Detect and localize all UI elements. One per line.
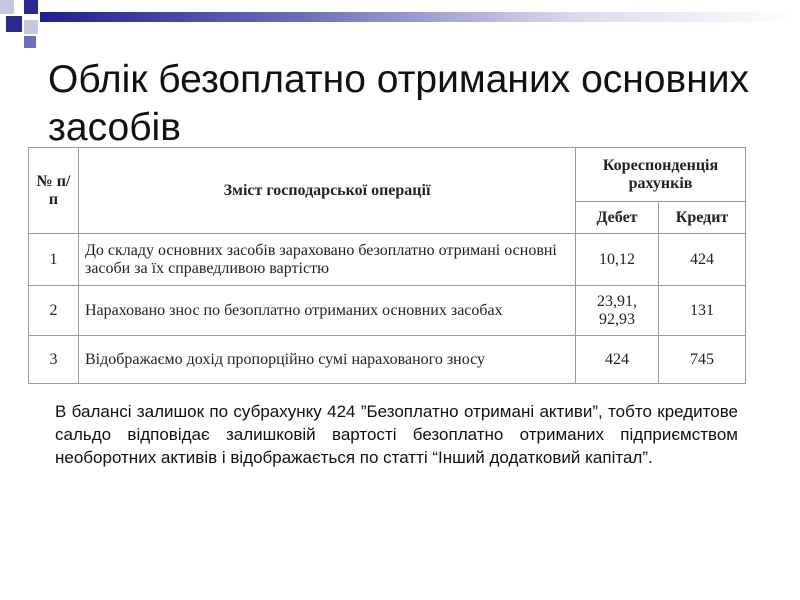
decor-square: [6, 16, 22, 32]
row-number: 1: [29, 234, 79, 286]
row-description: До складу основних засобів зараховано безоплатно отримані основні засоби за їх справедливою вартістю: [79, 234, 576, 286]
table-row: [29, 286, 746, 336]
header-correspondence: Кореспонденція рахунків: [576, 148, 746, 202]
row-debit: 424: [576, 336, 659, 384]
decor-square: [0, 0, 14, 14]
decor-square: [24, 20, 38, 34]
decor-square: [24, 36, 36, 48]
slide-title: Облік безоплатно отриманих основних засобів: [48, 58, 750, 149]
table-row: [29, 234, 746, 286]
header-decoration: [0, 0, 800, 60]
row-debit: 10,12: [576, 234, 659, 286]
header-gradient-bar: [40, 12, 800, 22]
header-debit: Дебет: [576, 202, 659, 234]
header-credit: Кредит: [659, 202, 746, 234]
row-credit: 131: [659, 286, 746, 336]
row-number: 2: [29, 286, 79, 336]
decor-square: [24, 0, 38, 14]
row-description: Нараховано знос по безоплатно отриманих основних засобах: [79, 286, 576, 336]
body-paragraph: В балансі залишок по субрахунку 424 ”Безоплатно отримані активи”, тобто кредитове сальдо відповідає залишковій вартості безоплатно отриманих підприємством необоротних активів і відображається по статті “Інший додатковий капітал”.: [55, 402, 738, 467]
row-description: Відображаємо дохід пропорційно сумі нарахованого зносу: [79, 336, 576, 384]
table-header-row: [29, 148, 746, 202]
row-number: 3: [29, 336, 79, 384]
operations-table: [28, 147, 746, 384]
header-number: № п/п: [29, 148, 79, 234]
row-credit: 745: [659, 336, 746, 384]
row-credit: 424: [659, 234, 746, 286]
table-row: [29, 336, 746, 384]
row-debit: 23,91, 92,93: [576, 286, 659, 336]
header-content: Зміст господарської операції: [79, 148, 576, 234]
